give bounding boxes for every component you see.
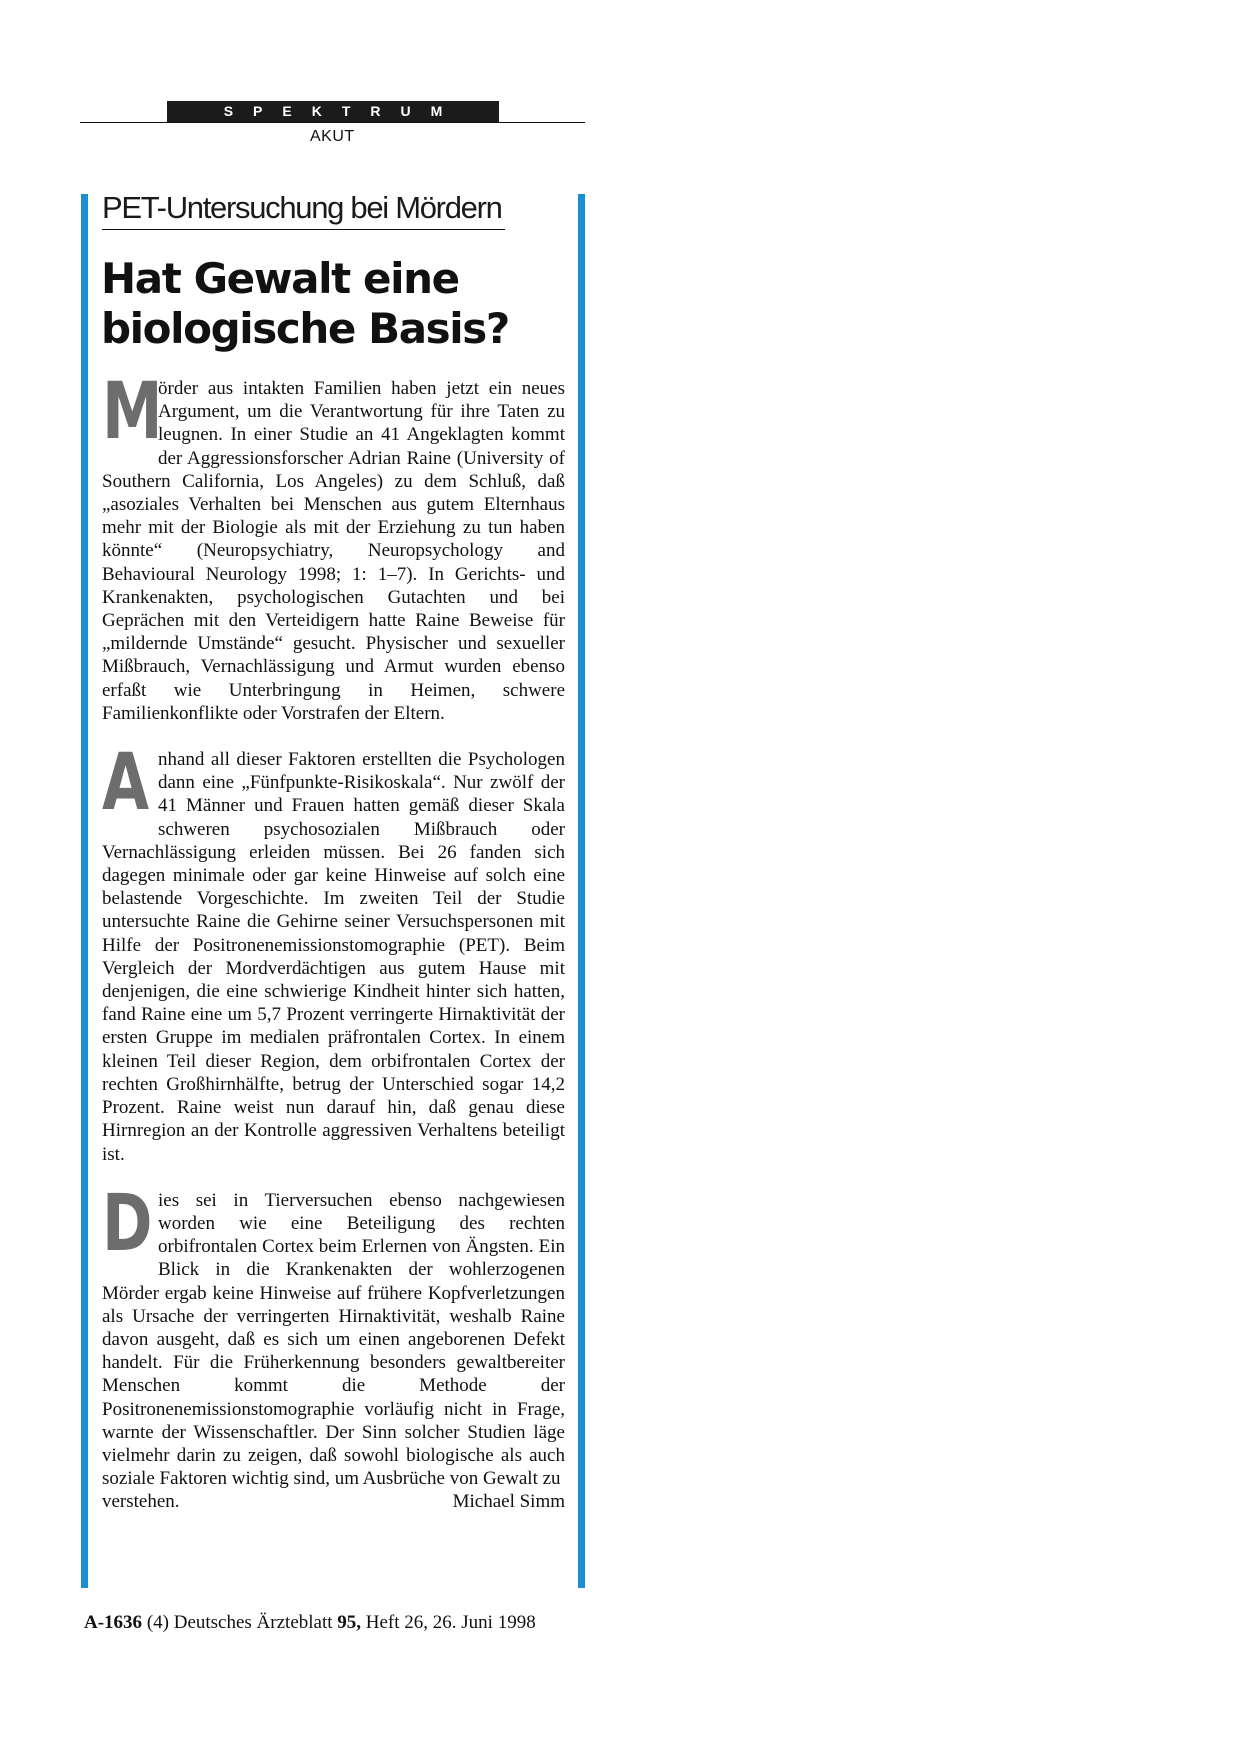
left-accent-bar	[81, 194, 88, 1588]
signature-line	[102, 1490, 565, 1513]
headline-line-2: biologische Basis?	[101, 304, 509, 353]
article-body	[102, 367, 565, 1514]
journal-volume: 95,	[337, 1612, 362, 1633]
issue-page: (4)	[146, 1612, 169, 1633]
dropcap: M	[102, 367, 163, 457]
last-word: verstehen.	[102, 1491, 180, 1513]
page-number: A-1636	[84, 1612, 143, 1633]
journal-name: Deutsches Ärzteblatt	[173, 1612, 333, 1633]
paragraph-text: ies sei in Tierversuchen ebenso nachgewiesen worden wie eine Beteiligung des rechten orbifrontalen Cortex beim Erlernen von Ängsten. Ein Blick in die Krankenakten der wohlerzogenen Mörder ergab keine Hinweise auf frühere Kopfverletzungen als Ursache der verringerten Hirnaktivität, weshalb Raine davon ausgeht, daß es sich um einen angeborenen Defekt handelt. Für die Früherkennung besonders gewaltbereiter Menschen kommt die Methode der Positronenemissionstomographie vorläufig nicht in Frage, warnte der Wissenschaftler. Der Sinn solcher Studien läge vielmehr darin zu zeigen, daß sowohl biologische als auch soziale Faktoren wichtig sind, um Ausbrüche von Gewalt zu	[102, 1189, 565, 1490]
header-rule	[80, 122, 585, 123]
dropcap: A	[102, 738, 150, 829]
section-label: SPEKTRUM	[167, 101, 499, 122]
paragraph-text: nhand all dieser Faktoren erstellten die Psychologen dann eine „Fünfpunkte-Risikoskala“. Nur zwölf der 41 Männer und Frauen hatten gemäß dieser Skala schweren psychosozialen Mißbrauch oder Vernachlässigung erleiden müssen. Bei 26 fanden sich dagegen minimale oder gar keine Hinweise auf solch eine belastende Vorgeschichte. Im zweiten Teil der Studie untersuchte Raine die Gehirne seiner Versuchspersonen mit Hilfe der Positronenemissionstomographie (PET). Beim Vergleich der Mordverdächtigen aus gutem Hause mit denjenigen, die eine schwierige Kindheit hinter sich hatten, fand Raine eine um 5,7 Prozent verringerte Hirnaktivität der ersten Gruppe im medialen präfrontalen Cortex. In einem kleinen Teil dieser Region, dem orbifrontalen Cortex der rechten Großhirnhälfte, betrug der Unterschied sogar 14,2 Prozent. Raine weist nun darauf hin, daß genau diese Hirnregion an der Kontrolle aggressiven Verhaltens beteiligt ist.	[102, 749, 565, 1165]
paragraph-text: örder aus intakten Familien haben jetzt ein neues Argument, um die Verantwortung für ihre Taten zu leugnen. In einer Studie an 41 Angeklagten kommt der Aggressionsforscher Adrian Raine (University of Southern California, Los Angeles) zu dem Schluß, daß „asoziales Verhalten bei Menschen aus gutem Elternhaus mehr mit der Biologie als mit der Erziehung zu tun haben könnte“ (Neuropsychiatry, Neuropsychology and Behavioural Neurology 1998; 1: 1–7). In Gerichts- und Krankenakten, psychologischen Gutachten und bei Geprächen mit den Verteidigern hatte Raine Beweise für „mildernde Umstände“ gesucht. Physischer und sexueller Mißbrauch, Vernachlässigung und Armut wurden ebenso erfaßt wie Unterbringung in Heimen, schwere Familienkonflikte oder Vorstrafen der Eltern.	[102, 378, 565, 724]
journal-issue: Heft 26, 26. Juni 1998	[365, 1612, 536, 1633]
author-name: Michael Simm	[452, 1491, 565, 1513]
article-headline	[101, 254, 571, 354]
paragraph-1	[102, 367, 565, 725]
dropcap: D	[102, 1178, 153, 1269]
paragraph-2	[102, 738, 565, 1166]
subsection-label: AKUT	[310, 128, 355, 145]
right-accent-bar	[578, 194, 585, 1588]
paragraph-3	[102, 1178, 565, 1514]
article-kicker: PET-Untersuchung bei Mördern	[102, 188, 505, 230]
headline-line-1: Hat Gewalt eine	[101, 254, 459, 303]
page-footer	[84, 1612, 536, 1634]
